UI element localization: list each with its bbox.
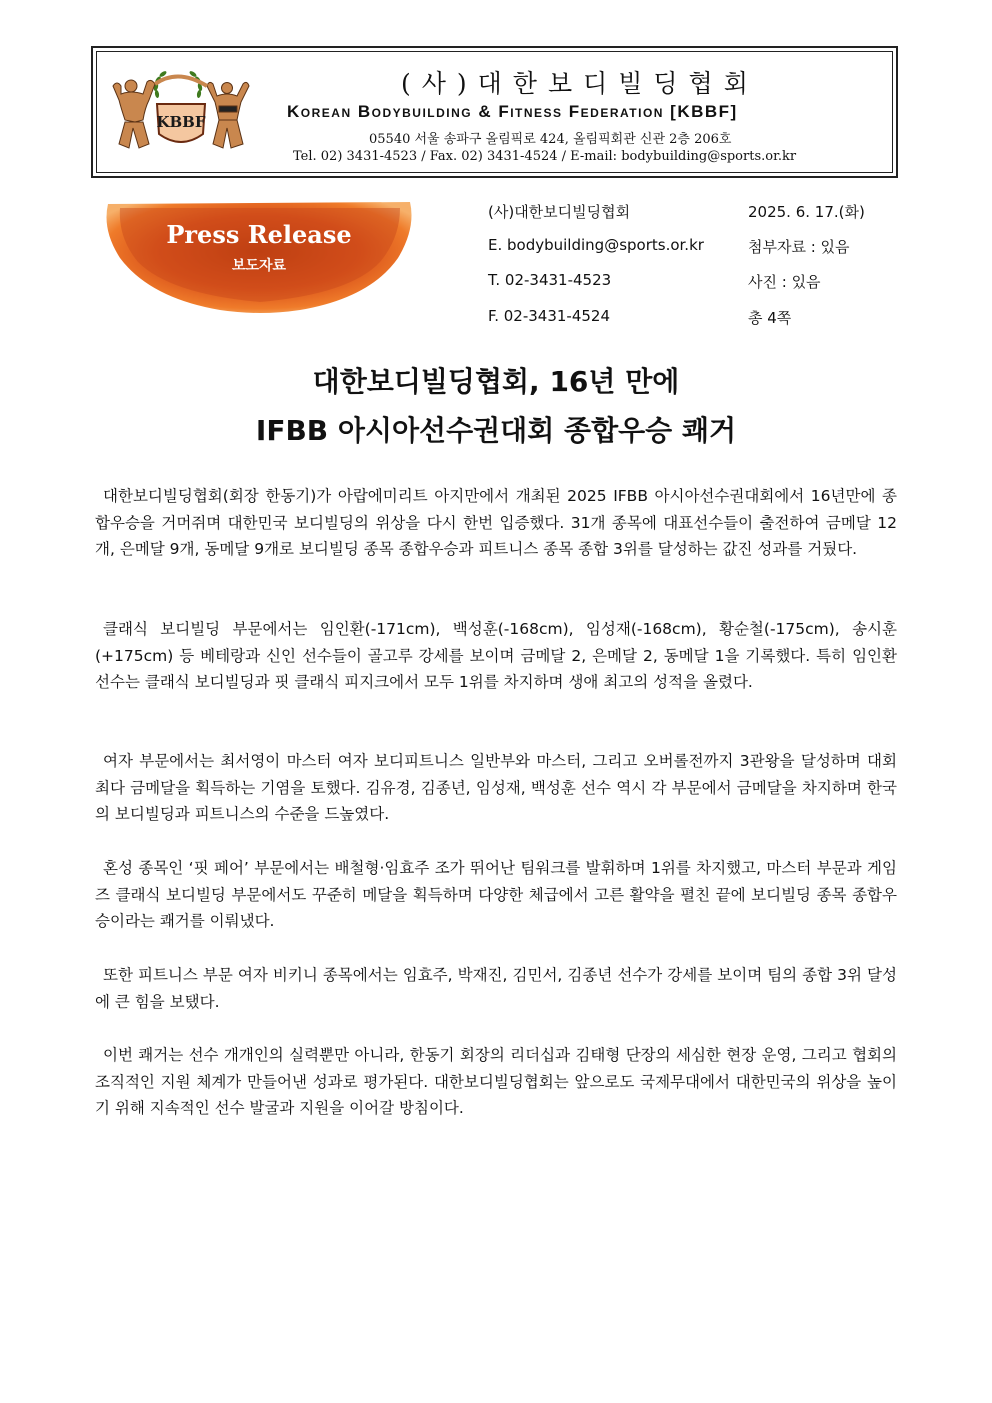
body-paragraph-1: 대한보디빌딩협회(회장 한동기)가 아랍에미리트 아지만에서 개최된 2025 IFBB 아시아선수권대회에서 16년만에 종합우승을 거머쥐며 대한민국 보디빌딩의 위상을 다시 한번 입증했다. 31개 종목에 대표선수들이 출전하여 금메달 12개, 은메달 9개, 동메달 9개로 보디빌딩 종목 종합우승과 피트니스 종목 종합 3위를 달성하는 값진 성과를 거뒀다. xyxy=(95,487,897,558)
org-name-korean: (사)대한보디빌딩협회 xyxy=(401,69,759,98)
body-paragraph-3: 여자 부문에서는 최서영이 마스터 여자 보디피트니스 일반부와 마스터, 그리고 오버롤전까지 3관왕을 달성하며 대회 최다 금메달을 획득하는 기염을 토했다. 김유경, 김종년, 임성재, 백성훈 선수 역시 각 부문에서 금메달을 차지하며 한국의 보디빌딩과 피트니스의 수준을 드높였다. xyxy=(95,752,897,823)
body-paragraph-5: 또한 피트니스 부문 여자 비키니 종목에서는 임효주, 박재진, 김민서, 김종년 선수가 강세를 보이며 팀의 종합 3위 달성에 큰 힘을 보탰다. xyxy=(95,966,897,1011)
press-release-subtitle: 보도자료 xyxy=(231,258,287,274)
info-fax: F. 02-3431-4524 xyxy=(488,307,611,325)
org-name-english: Korean Bodybuilding & Fitness Federation [KBBF] xyxy=(287,102,738,121)
body-paragraph-2: 클래식 보디빌딩 부문에서는 임인환(-171cm), 백성훈(-168cm), 임성재(-168cm), 황순철(-175cm), 송시훈(+175cm) 등 베테랑과 신인 선수들이 골고루 강세를 보이며 금메달 2, 은메달 2, 동메달 1을 기록했다. 특히 임인환 선수는 클래식 보디빌딩과 핏 클래식 피지크에서 모두 1위를 차지하며 생애 최고의 성적을 올렸다. xyxy=(95,620,897,691)
female-bodybuilder-figure xyxy=(207,82,249,148)
headline-line-1: 대한보디빌딩협회, 16년 만에 xyxy=(312,365,680,398)
info-attachments: 첨부자료 : 있음 xyxy=(748,238,850,256)
press-release-title: Press Release xyxy=(166,220,352,249)
laurel-wreath-icon xyxy=(153,70,203,98)
male-bodybuilder-figure xyxy=(113,80,155,148)
kbbf-logo xyxy=(111,64,251,164)
info-email: E. bodybuilding@sports.or.kr xyxy=(488,236,704,254)
info-date: 2025. 6. 17.(화) xyxy=(748,203,865,221)
org-contact: Tel. 02) 3431-4523 / Fax. 02) 3431-4524 / E-mail: bodybuilding@sports.or.kr xyxy=(293,149,797,164)
svg-text:KBBF: KBBF xyxy=(156,113,206,131)
org-address: 05540 서울 송파구 올림픽로 424, 올림픽회관 신관 2층 206호 xyxy=(369,132,732,147)
body-paragraph-6: 이번 쾌거는 선수 개개인의 실력뿐만 아니라, 한동기 회장의 리더십과 김태형 단장의 세심한 현장 운영, 그리고 협회의 조직적인 지원 체계가 만들어낸 성과로 평가된다. 대한보디빌딩협회는 앞으로도 국제무대에서 대한민국의 위상을 높이기 위해 지속적인 선수 발굴과 지원을 이어갈 방침이다. xyxy=(95,1046,897,1117)
info-tel: T. 02-3431-4523 xyxy=(488,271,612,289)
kbbf-shield-icon xyxy=(156,104,205,142)
info-photos: 사진 : 있음 xyxy=(748,273,821,291)
letterhead xyxy=(91,46,898,178)
letterhead-inner-border xyxy=(96,51,893,173)
info-pages: 총 4쪽 xyxy=(748,309,792,327)
press-release-banner xyxy=(100,198,418,318)
info-org: (사)대한보디빌딩협회 xyxy=(488,203,631,221)
body-paragraph-4: 혼성 종목인 ‘핏 페어’ 부문에서는 배철형·임효주 조가 뛰어난 팀워크를 발휘하며 1위를 차지했고, 마스터 부문과 게임즈 클래식 보디빌딩 부문에서도 꾸준히 메달을 획득하며 다양한 체급에서 고른 활약을 펼친 끝에 보디빌딩 종목 종합우승이라는 쾌거를 이뤄냈다. xyxy=(95,859,897,930)
headline-line-2: IFBB 아시아선수권대회 종합우승 쾌거 xyxy=(255,414,737,447)
